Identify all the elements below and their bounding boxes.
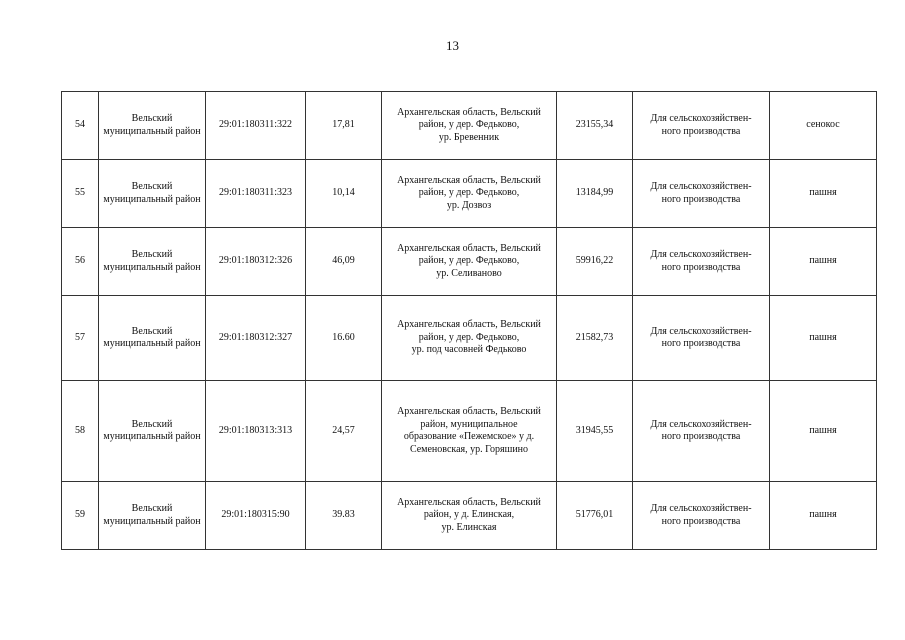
cost-cell: 51776,01 xyxy=(557,482,633,550)
cost-cell: 59916,22 xyxy=(557,228,633,296)
address-cell: Архангельская область, Вельский район, у дер. Федьково, ур. Селиваново xyxy=(382,228,557,296)
cost-cell: 13184,99 xyxy=(557,160,633,228)
row-number-cell: 58 xyxy=(62,381,99,482)
land-use-cell: сенокос xyxy=(770,92,877,160)
land-use-cell: пашня xyxy=(770,381,877,482)
cost-cell: 23155,34 xyxy=(557,92,633,160)
table-row xyxy=(62,92,877,160)
address-cell: Архангельская область, Вельский район, у дер. Федьково, ур. Дозвоз xyxy=(382,160,557,228)
row-number-cell: 55 xyxy=(62,160,99,228)
district-cell: Вельский муниципальный район xyxy=(99,482,206,550)
area-cell: 10,14 xyxy=(306,160,382,228)
purpose-cell: Для сельскохозяйствен- ного производства xyxy=(633,92,770,160)
row-number-cell: 57 xyxy=(62,296,99,381)
row-number-cell: 54 xyxy=(62,92,99,160)
table-row xyxy=(62,296,877,381)
area-cell: 16.60 xyxy=(306,296,382,381)
district-cell: Вельский муниципальный район xyxy=(99,228,206,296)
cadastral-number-cell: 29:01:180313:313 xyxy=(206,381,306,482)
table-row xyxy=(62,482,877,550)
cadastral-number-cell: 29:01:180312:326 xyxy=(206,228,306,296)
address-cell: Архангельская область, Вельский район, муниципальное образование «Пежемское» у д. Семеновская, ур. Горяшино xyxy=(382,381,557,482)
table-row xyxy=(62,381,877,482)
land-use-cell: пашня xyxy=(770,482,877,550)
area-cell: 39.83 xyxy=(306,482,382,550)
land-plots-table xyxy=(61,91,877,550)
address-cell: Архангельская область, Вельский район, у дер. Федьково, ур. под часовней Федьково xyxy=(382,296,557,381)
address-cell: Архангельская область, Вельский район, у дер. Федьково, ур. Бревенник xyxy=(382,92,557,160)
area-cell: 46,09 xyxy=(306,228,382,296)
cost-cell: 31945,55 xyxy=(557,381,633,482)
cadastral-number-cell: 29:01:180312:327 xyxy=(206,296,306,381)
table-row xyxy=(62,228,877,296)
district-cell: Вельский муниципальный район xyxy=(99,381,206,482)
purpose-cell: Для сельскохозяйствен- ного производства xyxy=(633,160,770,228)
row-number-cell: 59 xyxy=(62,482,99,550)
purpose-cell: Для сельскохозяйствен- ного производства xyxy=(633,381,770,482)
district-cell: Вельский муниципальный район xyxy=(99,92,206,160)
land-use-cell: пашня xyxy=(770,160,877,228)
table-row xyxy=(62,160,877,228)
purpose-cell: Для сельскохозяйствен- ного производства xyxy=(633,482,770,550)
purpose-cell: Для сельскохозяйствен- ного производства xyxy=(633,296,770,381)
row-number-cell: 56 xyxy=(62,228,99,296)
district-cell: Вельский муниципальный район xyxy=(99,160,206,228)
district-cell: Вельский муниципальный район xyxy=(99,296,206,381)
purpose-cell: Для сельскохозяйствен- ного производства xyxy=(633,228,770,296)
land-use-cell: пашня xyxy=(770,296,877,381)
address-cell: Архангельская область, Вельский район, у д. Елинская, ур. Елинская xyxy=(382,482,557,550)
page-number: 13 xyxy=(446,38,459,53)
area-cell: 24,57 xyxy=(306,381,382,482)
cadastral-number-cell: 29:01:180311:322 xyxy=(206,92,306,160)
cadastral-number-cell: 29:01:180315:90 xyxy=(206,482,306,550)
land-use-cell: пашня xyxy=(770,228,877,296)
cadastral-number-cell: 29:01:180311:323 xyxy=(206,160,306,228)
cost-cell: 21582,73 xyxy=(557,296,633,381)
area-cell: 17,81 xyxy=(306,92,382,160)
